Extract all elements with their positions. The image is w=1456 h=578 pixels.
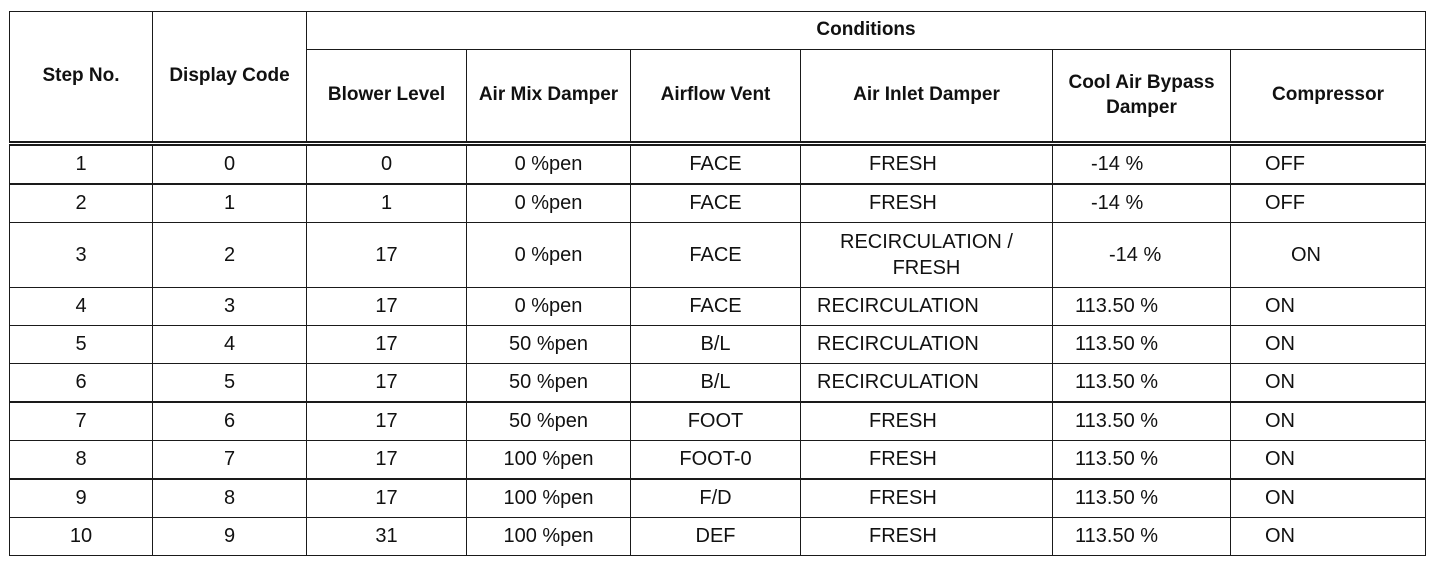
table-row: [10, 144, 1426, 185]
header-conditions: Conditions: [307, 12, 1426, 50]
bypass-cell: 113.50 %: [1053, 518, 1231, 556]
step-cell: 10: [10, 518, 153, 556]
code-cell: 7: [153, 441, 307, 480]
compressor-cell: OFF: [1231, 184, 1426, 223]
header-blower-level: Blower Level: [307, 50, 467, 144]
inlet-cell: RECIRCULATION: [801, 288, 1053, 326]
inlet-cell: RECIRCULATION: [801, 326, 1053, 364]
header-step-no: Step No.: [10, 12, 153, 144]
blower-cell: 17: [307, 223, 467, 288]
bypass-cell: -14 %: [1053, 223, 1231, 288]
vent-cell: FOOT-0: [631, 441, 801, 480]
blower-cell: 17: [307, 288, 467, 326]
step-cell: 7: [10, 402, 153, 441]
airmix-cell: 50 %pen: [467, 326, 631, 364]
airmix-cell: 0 %pen: [467, 184, 631, 223]
step-cell: 4: [10, 288, 153, 326]
step-cell: 8: [10, 441, 153, 480]
vent-cell: B/L: [631, 364, 801, 403]
compressor-cell: ON: [1231, 364, 1426, 403]
code-cell: 3: [153, 288, 307, 326]
step-cell: 3: [10, 223, 153, 288]
compressor-cell: ON: [1231, 441, 1426, 480]
table-row: [10, 441, 1426, 480]
blower-cell: 17: [307, 441, 467, 480]
code-cell: 8: [153, 479, 307, 518]
step-cell: 9: [10, 479, 153, 518]
compressor-cell: ON: [1231, 402, 1426, 441]
airmix-cell: 50 %pen: [467, 402, 631, 441]
vent-cell: FOOT: [631, 402, 801, 441]
bypass-cell: 113.50 %: [1053, 288, 1231, 326]
table-row: [10, 402, 1426, 441]
table-row: [10, 184, 1426, 223]
blower-cell: 17: [307, 479, 467, 518]
conditions-table: [9, 11, 1426, 556]
code-cell: 2: [153, 223, 307, 288]
vent-cell: B/L: [631, 326, 801, 364]
blower-cell: 31: [307, 518, 467, 556]
inlet-cell: FRESH: [801, 144, 1053, 185]
table-row: [10, 326, 1426, 364]
header-cool-air-bypass-damper: Cool Air Bypass Damper: [1053, 50, 1231, 144]
vent-cell: FACE: [631, 288, 801, 326]
inlet-cell: FRESH: [801, 441, 1053, 480]
vent-cell: FACE: [631, 144, 801, 185]
bypass-cell: 113.50 %: [1053, 441, 1231, 480]
vent-cell: FACE: [631, 184, 801, 223]
bypass-cell: 113.50 %: [1053, 479, 1231, 518]
inlet-cell: FRESH: [801, 479, 1053, 518]
step-cell: 5: [10, 326, 153, 364]
bypass-cell: -14 %: [1053, 144, 1231, 185]
code-cell: 0: [153, 144, 307, 185]
inlet-cell: FRESH: [801, 518, 1053, 556]
vent-cell: FACE: [631, 223, 801, 288]
inlet-cell: RECIRCULATION / FRESH: [801, 223, 1053, 288]
bypass-cell: 113.50 %: [1053, 364, 1231, 403]
airmix-cell: 100 %pen: [467, 441, 631, 480]
blower-cell: 17: [307, 364, 467, 403]
table-row: [10, 518, 1426, 556]
code-cell: 9: [153, 518, 307, 556]
header-air-inlet-damper: Air Inlet Damper: [801, 50, 1053, 144]
compressor-cell: ON: [1231, 479, 1426, 518]
code-cell: 1: [153, 184, 307, 223]
airmix-cell: 100 %pen: [467, 518, 631, 556]
step-cell: 6: [10, 364, 153, 403]
airmix-cell: 0 %pen: [467, 288, 631, 326]
compressor-cell: ON: [1231, 288, 1426, 326]
inlet-cell: RECIRCULATION: [801, 364, 1053, 403]
step-cell: 2: [10, 184, 153, 223]
airmix-cell: 50 %pen: [467, 364, 631, 403]
blower-cell: 1: [307, 184, 467, 223]
table-row: [10, 288, 1426, 326]
compressor-cell: ON: [1231, 223, 1426, 288]
compressor-cell: ON: [1231, 518, 1426, 556]
compressor-cell: ON: [1231, 326, 1426, 364]
table-row: [10, 223, 1426, 288]
vent-cell: F/D: [631, 479, 801, 518]
inlet-cell: FRESH: [801, 402, 1053, 441]
blower-cell: 0: [307, 144, 467, 185]
code-cell: 5: [153, 364, 307, 403]
header-air-mix-damper: Air Mix Damper: [467, 50, 631, 144]
step-cell: 1: [10, 144, 153, 185]
bypass-cell: 113.50 %: [1053, 326, 1231, 364]
header-display-code: Display Code: [153, 12, 307, 144]
inlet-cell: FRESH: [801, 184, 1053, 223]
blower-cell: 17: [307, 402, 467, 441]
header-airflow-vent: Airflow Vent: [631, 50, 801, 144]
blower-cell: 17: [307, 326, 467, 364]
bypass-cell: 113.50 %: [1053, 402, 1231, 441]
bypass-cell: -14 %: [1053, 184, 1231, 223]
compressor-cell: OFF: [1231, 144, 1426, 185]
airmix-cell: 0 %pen: [467, 223, 631, 288]
code-cell: 4: [153, 326, 307, 364]
vent-cell: DEF: [631, 518, 801, 556]
airmix-cell: 100 %pen: [467, 479, 631, 518]
table-row: [10, 364, 1426, 403]
header-compressor: Compressor: [1231, 50, 1426, 144]
code-cell: 6: [153, 402, 307, 441]
airmix-cell: 0 %pen: [467, 144, 631, 185]
table-row: [10, 479, 1426, 518]
